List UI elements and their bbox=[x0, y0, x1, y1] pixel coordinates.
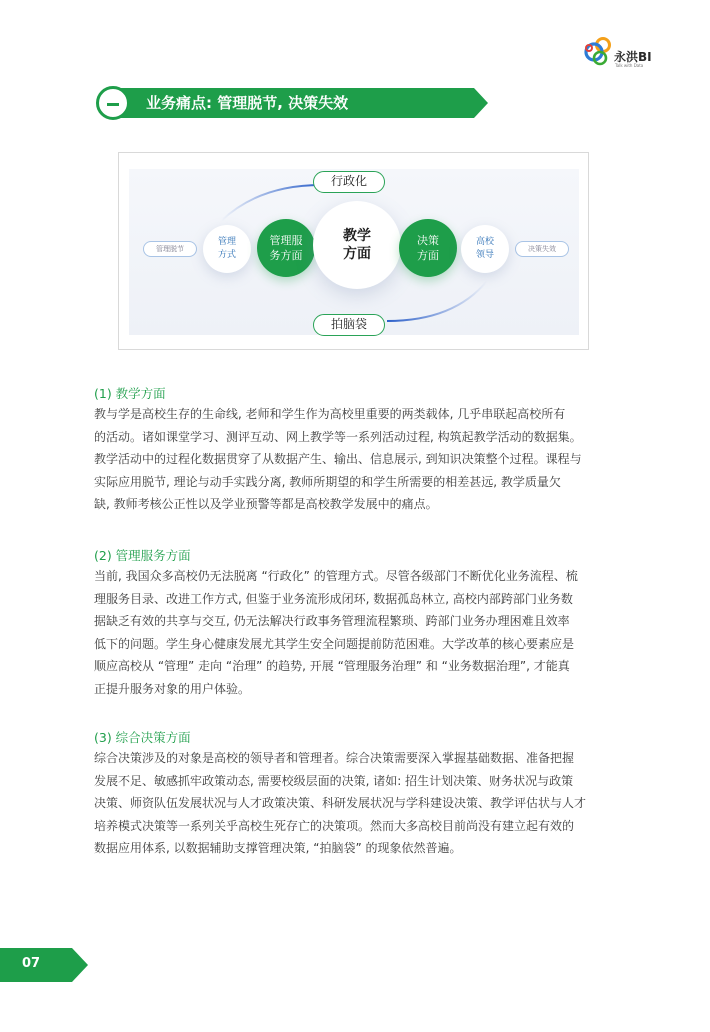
logo-name: 永洪BI bbox=[614, 50, 652, 64]
body-line: 据缺乏有效的共享与交互, 仍无法解决行政事务管理流程繁琐、跨部门业务办理困难且效率 bbox=[94, 614, 570, 628]
page-number-tab bbox=[0, 948, 90, 982]
pain-points-diagram bbox=[118, 152, 589, 350]
page-number: 07 bbox=[22, 956, 41, 971]
body-line: 低下的问题。学生身心健康发展尤其学生安全问题提前防范困难。大学改革的核心要素应是 bbox=[94, 636, 575, 651]
circle-text-line: 高校 bbox=[475, 237, 494, 247]
label-administrative: 行政化 bbox=[313, 171, 385, 193]
circle-management-service bbox=[257, 219, 315, 277]
section-number-badge bbox=[96, 86, 130, 120]
body-line: 综合决策涉及的对象是高校的领导者和管理者。综合决策需要深入掌握基础数据、准备把握 bbox=[94, 751, 575, 765]
circle-text-line: 方面 bbox=[417, 249, 439, 262]
section-header bbox=[96, 86, 496, 120]
body-line: 当前, 我国众多高校仍无法脱离 “行政化” 的管理方式。尽管各级部门不断优化业务流程、梳 bbox=[94, 569, 578, 583]
bottom-arc bbox=[387, 281, 487, 321]
subsection-title-teaching: (1) 教学方面 bbox=[94, 386, 166, 401]
circle-text-line: 管理服 bbox=[269, 234, 303, 247]
body-line: 发展不足、敏感抓牢政策动态, 需要校级层面的决策, 诸如: 招生计划决策、财务状况与政策 bbox=[94, 773, 574, 788]
body-line: 实际应用脱节, 理论与动手实践分离, 教师所期望的和学生所需要的相差甚远, 教学质量欠 bbox=[94, 474, 561, 489]
circle-text-line: 决策 bbox=[417, 234, 439, 247]
circle-teaching bbox=[313, 201, 401, 289]
circle-decision bbox=[399, 219, 457, 277]
logo-tagline: Talk with Data bbox=[615, 63, 644, 68]
label-guesswork: 拍脑袋 bbox=[313, 314, 385, 336]
circle-text-line: 方式 bbox=[217, 250, 236, 260]
circle-text-line: 教学 bbox=[343, 228, 371, 244]
circle-text-line: 务方面 bbox=[269, 249, 303, 262]
body-line: 理服务目录、改进工作方式, 但鉴于业务流形成闭环, 数据孤岛林立, 高校内部跨部门业务数 bbox=[94, 591, 573, 606]
body-line: 决策、师资队伍发展状况与人才政策决策、科研发展状况与学科建设决策、教学评估状与人才 bbox=[94, 796, 587, 810]
dash-icon bbox=[107, 103, 119, 106]
body-line: 顺应高校从 “管理” 走向 “治理” 的趋势, 开展 “管理服务治理” 和 “业务数据治理”, 才能真 bbox=[94, 659, 570, 673]
subsection-body-decision bbox=[94, 747, 624, 860]
circle-text-line: 管理 bbox=[217, 237, 236, 247]
brand-logo bbox=[583, 36, 693, 72]
circle-management-mode bbox=[203, 225, 251, 273]
body-line: 数据应用体系, 以数据辅助支撑管理决策, “拍脑袋” 的现象依然普遍。 bbox=[94, 841, 462, 855]
section-title: 业务痛点: 管理脱节, 决策失效 bbox=[146, 94, 349, 112]
body-line: 教学活动中的过程化数据贯穿了从数据产生、输出、信息展示, 到知识决策整个过程。课程与 bbox=[94, 452, 582, 466]
top-arc bbox=[221, 185, 321, 221]
logo-rings-icon bbox=[583, 36, 613, 68]
body-line: 正提升服务对象的用户体验。 bbox=[94, 681, 251, 696]
subsection-title-decision: (3) 综合决策方面 bbox=[94, 730, 191, 745]
circle-text-line: 领导 bbox=[475, 250, 494, 260]
page-tab-shape bbox=[0, 948, 90, 982]
circle-university-leaders bbox=[461, 225, 509, 273]
body-line: 的活动。诸如课堂学习、测评互动、网上教学等一系列活动过程, 构筑起教学活动的数据集。 bbox=[94, 429, 582, 444]
label-decision-failure: 决策失效 bbox=[515, 241, 569, 257]
label-management-disconnect: 管理脱节 bbox=[143, 241, 197, 257]
circle-text-line: 方面 bbox=[343, 246, 371, 262]
subsection-body-teaching bbox=[94, 403, 624, 516]
subsection-body-management bbox=[94, 565, 624, 700]
body-line: 培养模式决策等一系列关乎高校生死存亡的决策项。然而大多高校目前尚没有建立起有效的 bbox=[94, 818, 575, 833]
subsection-title-management: (2) 管理服务方面 bbox=[94, 548, 191, 563]
body-line: 教与学是高校生存的生命线, 老师和学生作为高校里重要的两类载体, 几乎串联起高校所有 bbox=[94, 407, 566, 421]
diagram-background bbox=[129, 169, 579, 335]
body-line: 缺, 教师考核公正性以及学业预警等都是高校教学发展中的痛点。 bbox=[94, 497, 438, 511]
